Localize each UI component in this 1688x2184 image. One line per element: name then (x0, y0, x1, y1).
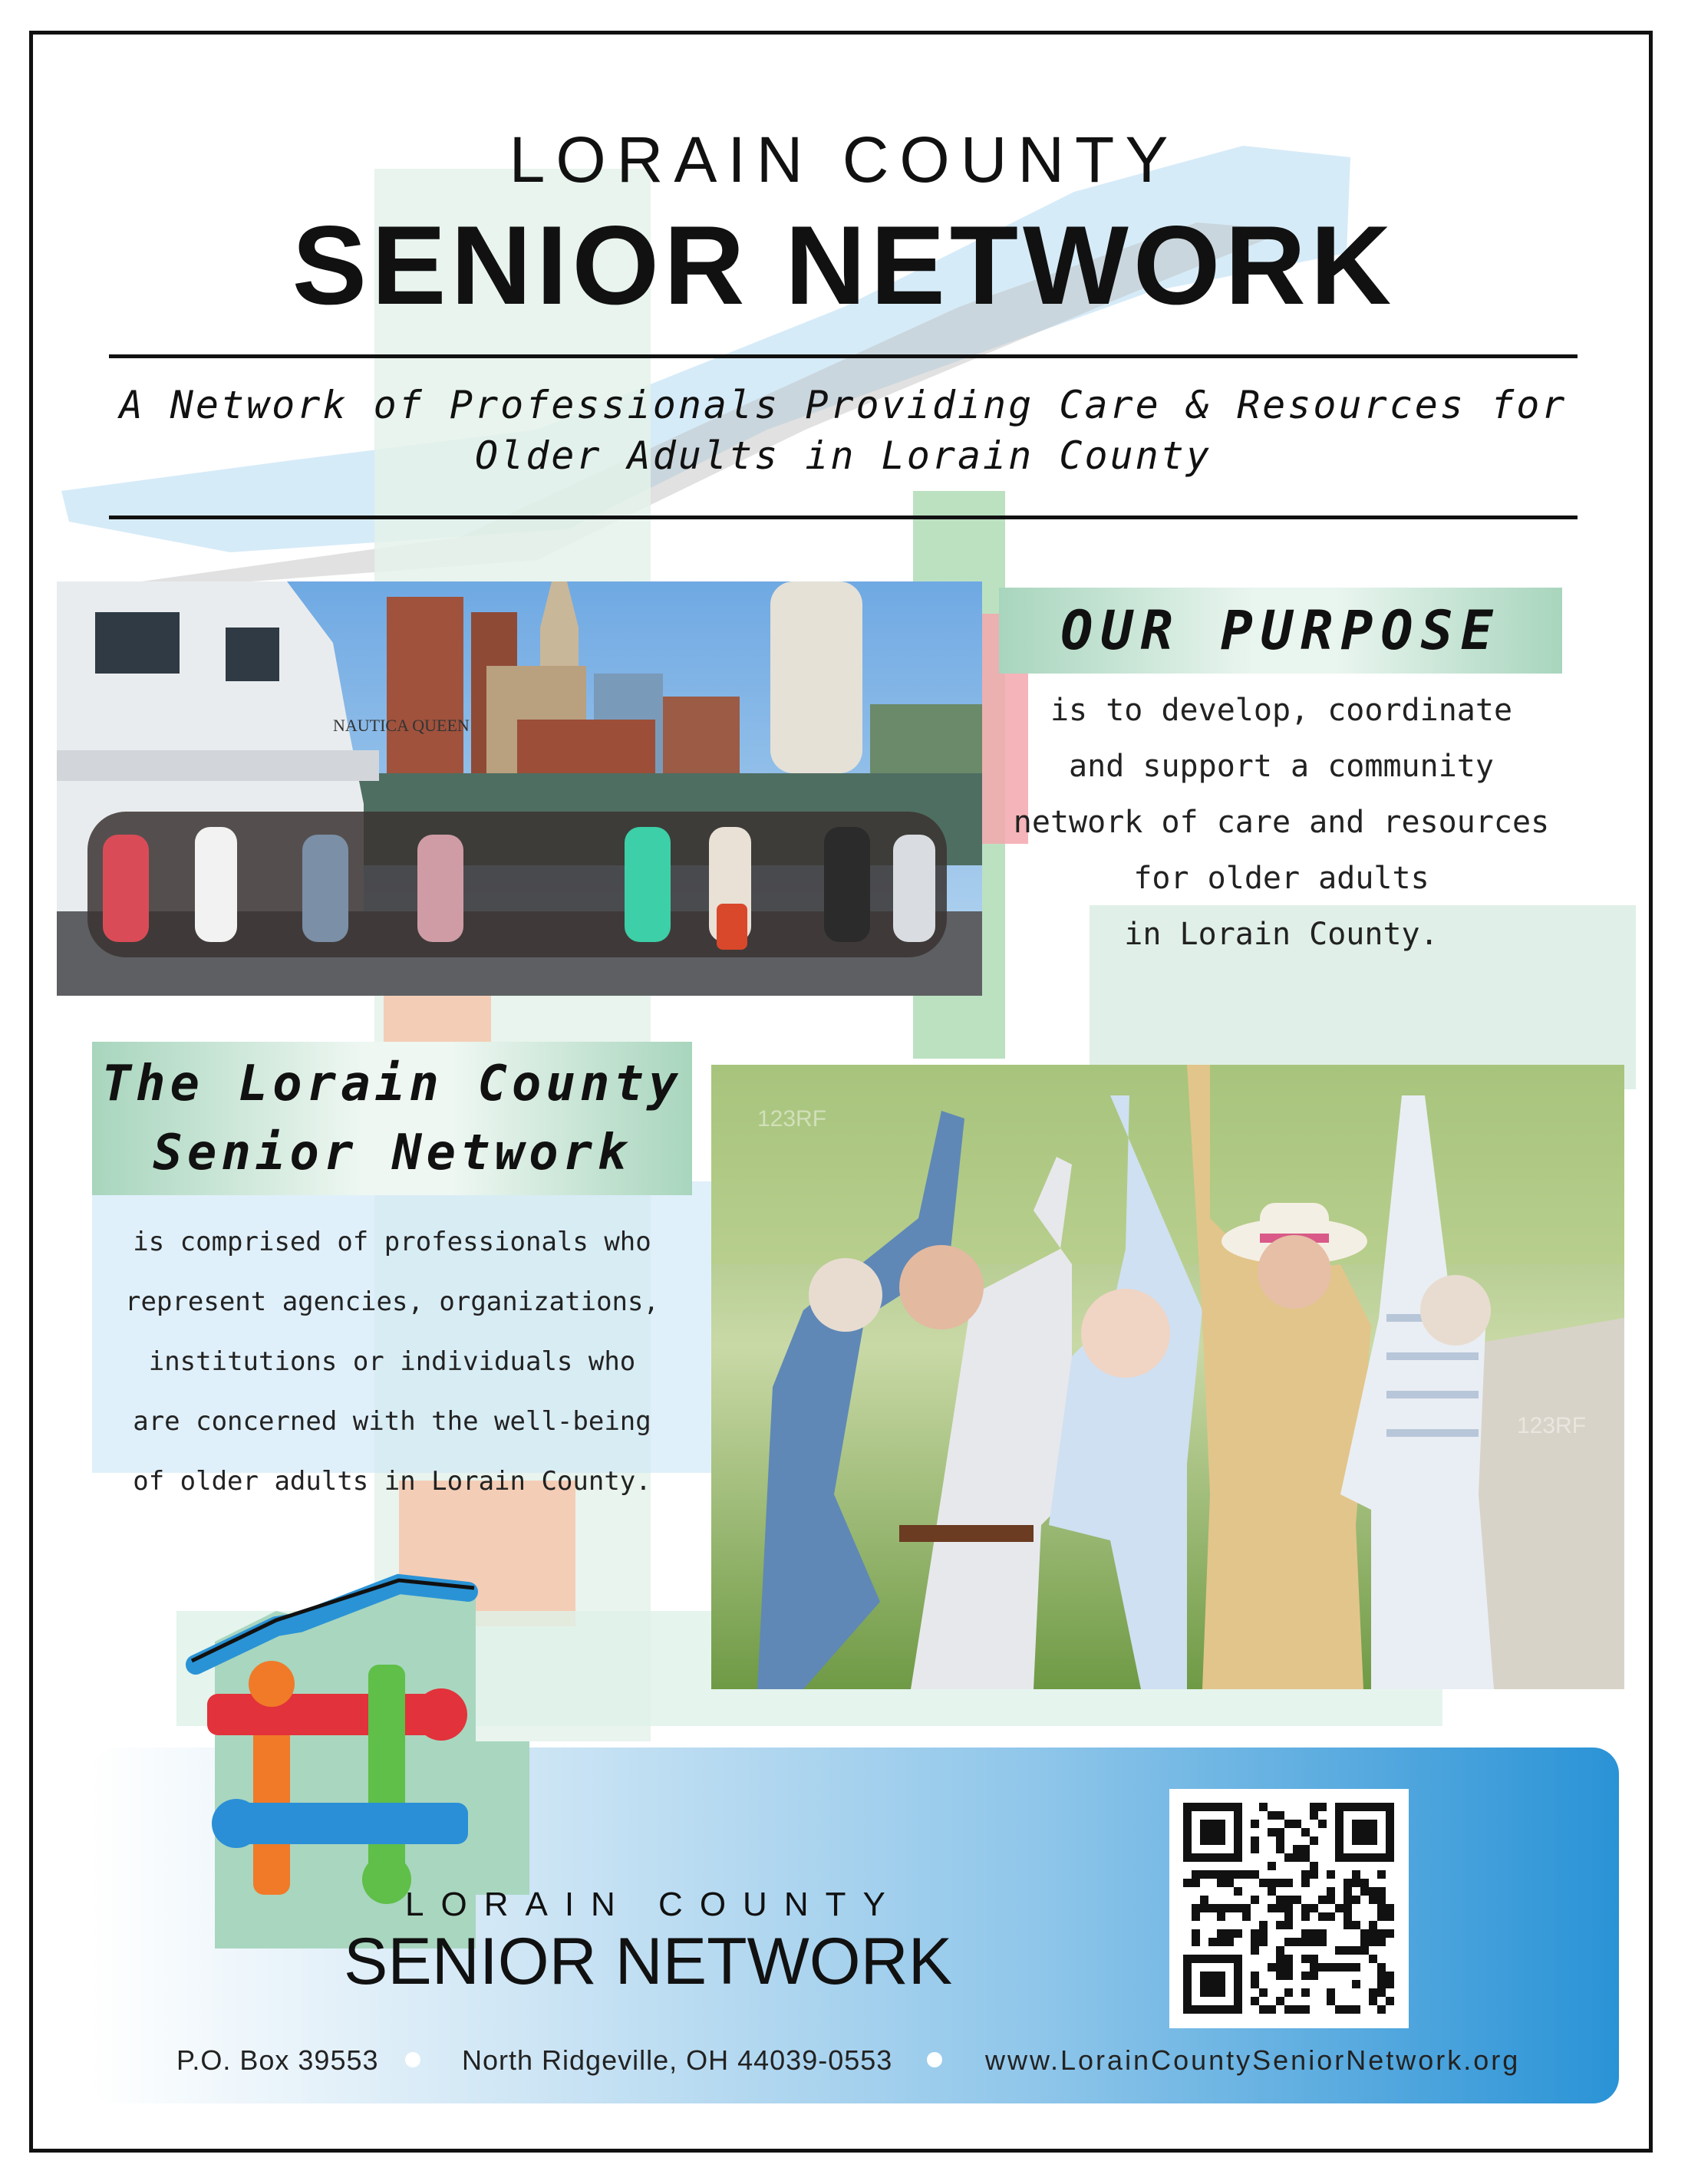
group-photo (57, 581, 982, 996)
title-lorain-county: LORAIN COUNTY (509, 124, 1179, 196)
tagline-line-1: A Network of Professionals Providing Care & Resources for (119, 383, 1568, 427)
network-line-5: of older adults in Lorain County. (133, 1466, 651, 1497)
purpose-text (990, 683, 1573, 963)
group-photo-illustration (57, 581, 982, 996)
footer-po-box: P.O. Box 39553 (176, 2044, 379, 2076)
logo-lorain-county: LORAIN COUNTY (405, 1886, 902, 1923)
purpose-heading-band (999, 588, 1562, 674)
network-heading-line-2: Senior Network (153, 1125, 631, 1181)
network-heading-band (92, 1042, 692, 1195)
network-line-3: institutions or individuals who (148, 1346, 636, 1377)
photo-watermark-1: 123RF (757, 1106, 827, 1132)
seniors-photo-illustration (711, 1065, 1624, 1689)
footer-address: North Ridgeville, OH 44039-0553 (462, 2044, 893, 2076)
boat-sign: NAUTICA QUEEN (333, 716, 470, 735)
network-line-1: is comprised of professionals who (133, 1227, 651, 1257)
purpose-line-3: network of care and resources (1013, 805, 1550, 840)
photo-watermark-2: 123RF (1517, 1413, 1587, 1438)
purpose-line-4: for older adults (1133, 861, 1429, 896)
purpose-line-2: and support a community (1069, 749, 1494, 784)
tagline-line-2: Older Adults in Lorain County (475, 433, 1212, 478)
seniors-photo (711, 1065, 1624, 1689)
network-heading-line-1: The Lorain County (101, 1056, 683, 1112)
footer-separator-dot-1 (405, 2052, 420, 2067)
header-rule-bottom (109, 516, 1578, 519)
qr-code[interactable] (1169, 1789, 1409, 2028)
purpose-heading: OUR PURPOSE (1060, 599, 1501, 662)
crowd (87, 812, 947, 957)
purpose-line-1: is to develop, coordinate (1050, 693, 1513, 728)
logo-senior-network: SENIOR NETWORK (344, 1925, 953, 1998)
footer-website-link[interactable]: www.LorainCountySeniorNetwork.org (985, 2044, 1521, 2076)
tagline (109, 380, 1578, 481)
network-line-2: represent agencies, organizations, (125, 1286, 659, 1317)
header-rule-top (109, 354, 1578, 358)
qr-code-pattern (1169, 1789, 1409, 2028)
footer-separator-dot-2 (927, 2052, 942, 2067)
network-line-4: are concerned with the well-being (133, 1406, 651, 1437)
network-text (92, 1212, 692, 1511)
title-senior-network: SENIOR NETWORK (292, 203, 1396, 328)
purpose-line-5: in Lorain County. (1124, 917, 1439, 952)
